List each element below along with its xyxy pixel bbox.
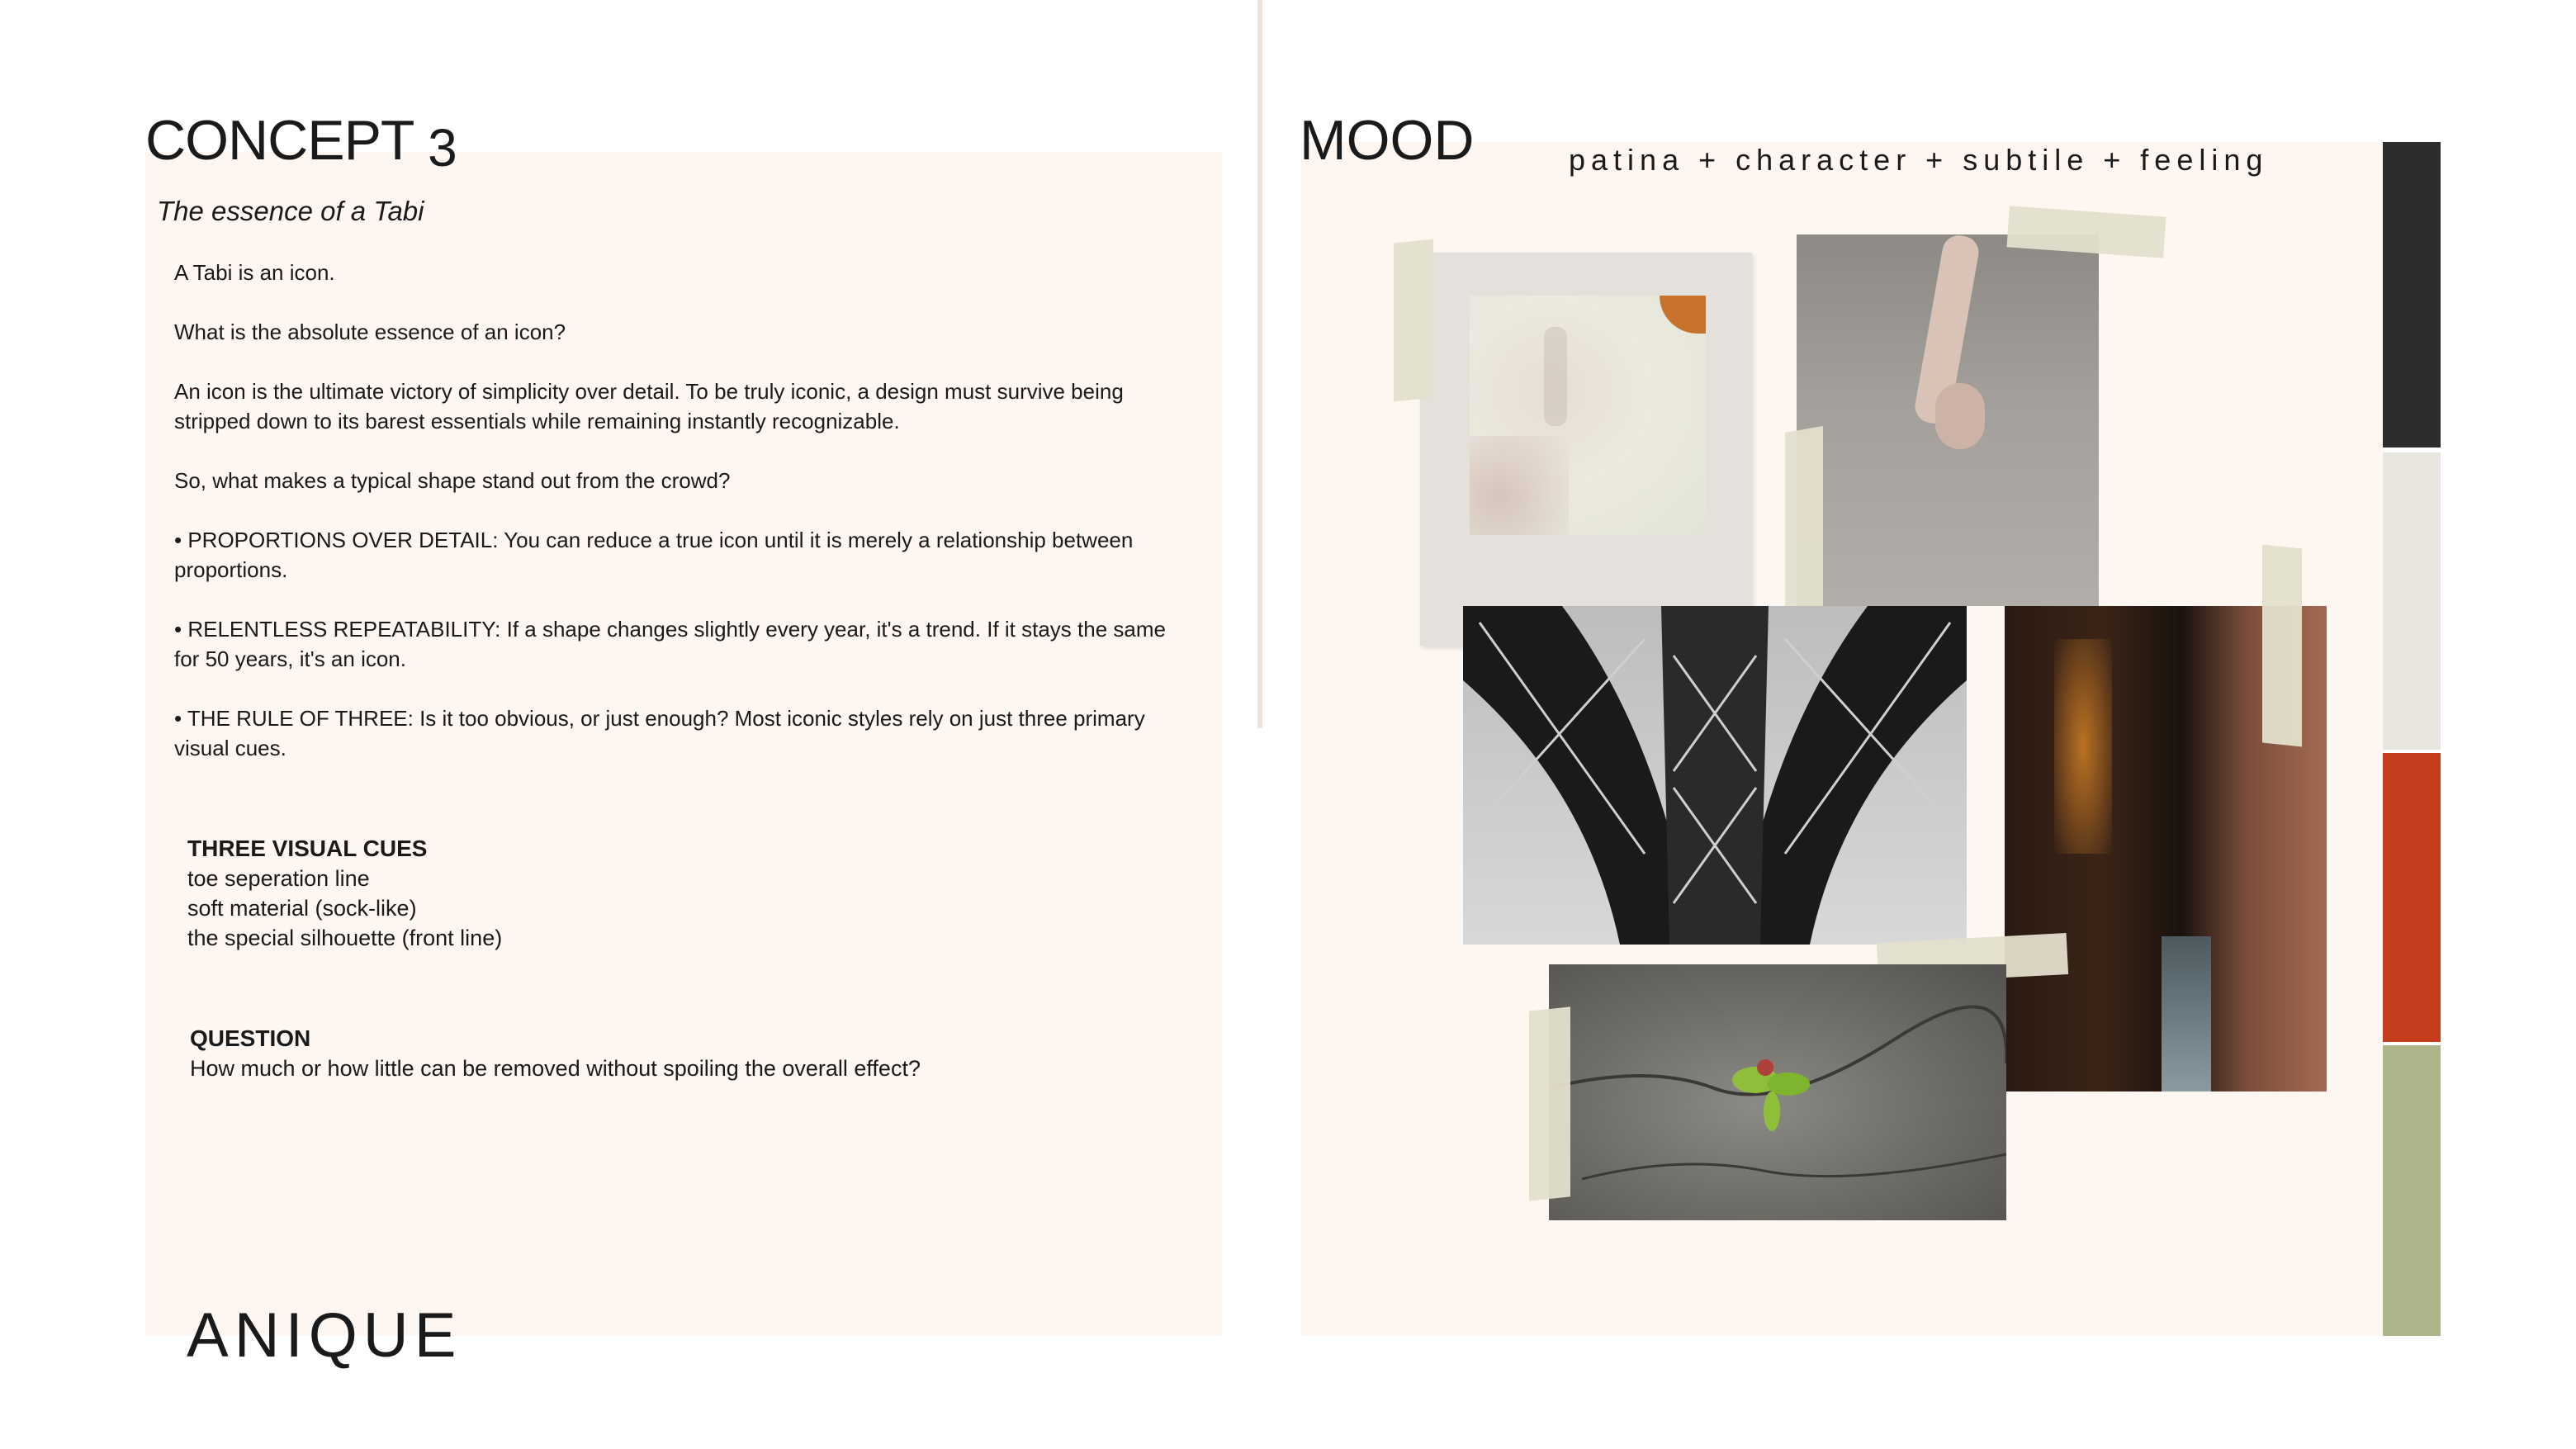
question-section	[190, 1024, 921, 1083]
visual-cues-heading: THREE VISUAL CUES	[187, 836, 428, 861]
brand-logo: ANIQUE	[187, 1300, 462, 1371]
color-swatch-stone	[2383, 452, 2441, 750]
concept-subtitle: The essence of a Tabi	[157, 196, 424, 226]
tape-strip	[1529, 1006, 1570, 1200]
mood-title: MOOD	[1300, 109, 1475, 172]
concept-title-word: CONCEPT	[145, 109, 414, 172]
question-text: How much or how little can be removed without spoiling the overall effect?	[190, 1056, 921, 1081]
color-swatch-sage	[2383, 1045, 2441, 1336]
visual-cue-item: the special silhouette (front line)	[187, 926, 503, 950]
body-paragraph: • THE RULE OF THREE: Is it too obvious, or just enough? Most iconic styles rely on just three primary visual cues.	[174, 706, 1145, 760]
visual-cue-item: soft material (sock-like)	[187, 896, 417, 921]
hands-photo	[1797, 234, 2099, 606]
body-paragraph: A Tabi is an icon.	[174, 260, 335, 285]
color-swatch-charcoal	[2383, 142, 2441, 447]
body-paragraph: • RELENTLESS REPEATABILITY: If a shape changes slightly every year, it's a trend. If it stays the same for 50 years, it's an icon.	[174, 617, 1166, 671]
visual-cues-section	[187, 834, 502, 953]
color-swatch-rust	[2383, 753, 2441, 1042]
question-heading: QUESTION	[190, 1025, 311, 1051]
body-paragraph: • PROPORTIONS OVER DETAIL: You can reduce a true icon until it is merely a relationship between proportions.	[174, 528, 1134, 582]
body-paragraph: So, what makes a typical shape stand out from the crowd?	[174, 468, 731, 493]
concept-body	[174, 258, 1181, 793]
mood-tagline: patina + character + subtile + feeling	[1569, 143, 2269, 177]
visual-cue-item: toe seperation line	[187, 866, 370, 891]
concept-title	[145, 109, 457, 178]
polaroid-photo	[1420, 253, 1752, 646]
column-divider	[1257, 0, 1262, 728]
tape-strip	[1394, 239, 1433, 401]
body-paragraph: What is the absolute essence of an icon?	[174, 320, 566, 344]
eiffel-tower-photo	[1463, 606, 1967, 945]
sprout-in-concrete-photo	[1549, 964, 2006, 1220]
concept-title-number: 3	[428, 118, 457, 178]
body-paragraph: An icon is the ultimate victory of simplicity over detail. To be truly iconic, a design must survive being stripped down to its barest essentials while remaining instantly recognizable.	[174, 379, 1124, 433]
tape-strip	[2262, 544, 2302, 746]
